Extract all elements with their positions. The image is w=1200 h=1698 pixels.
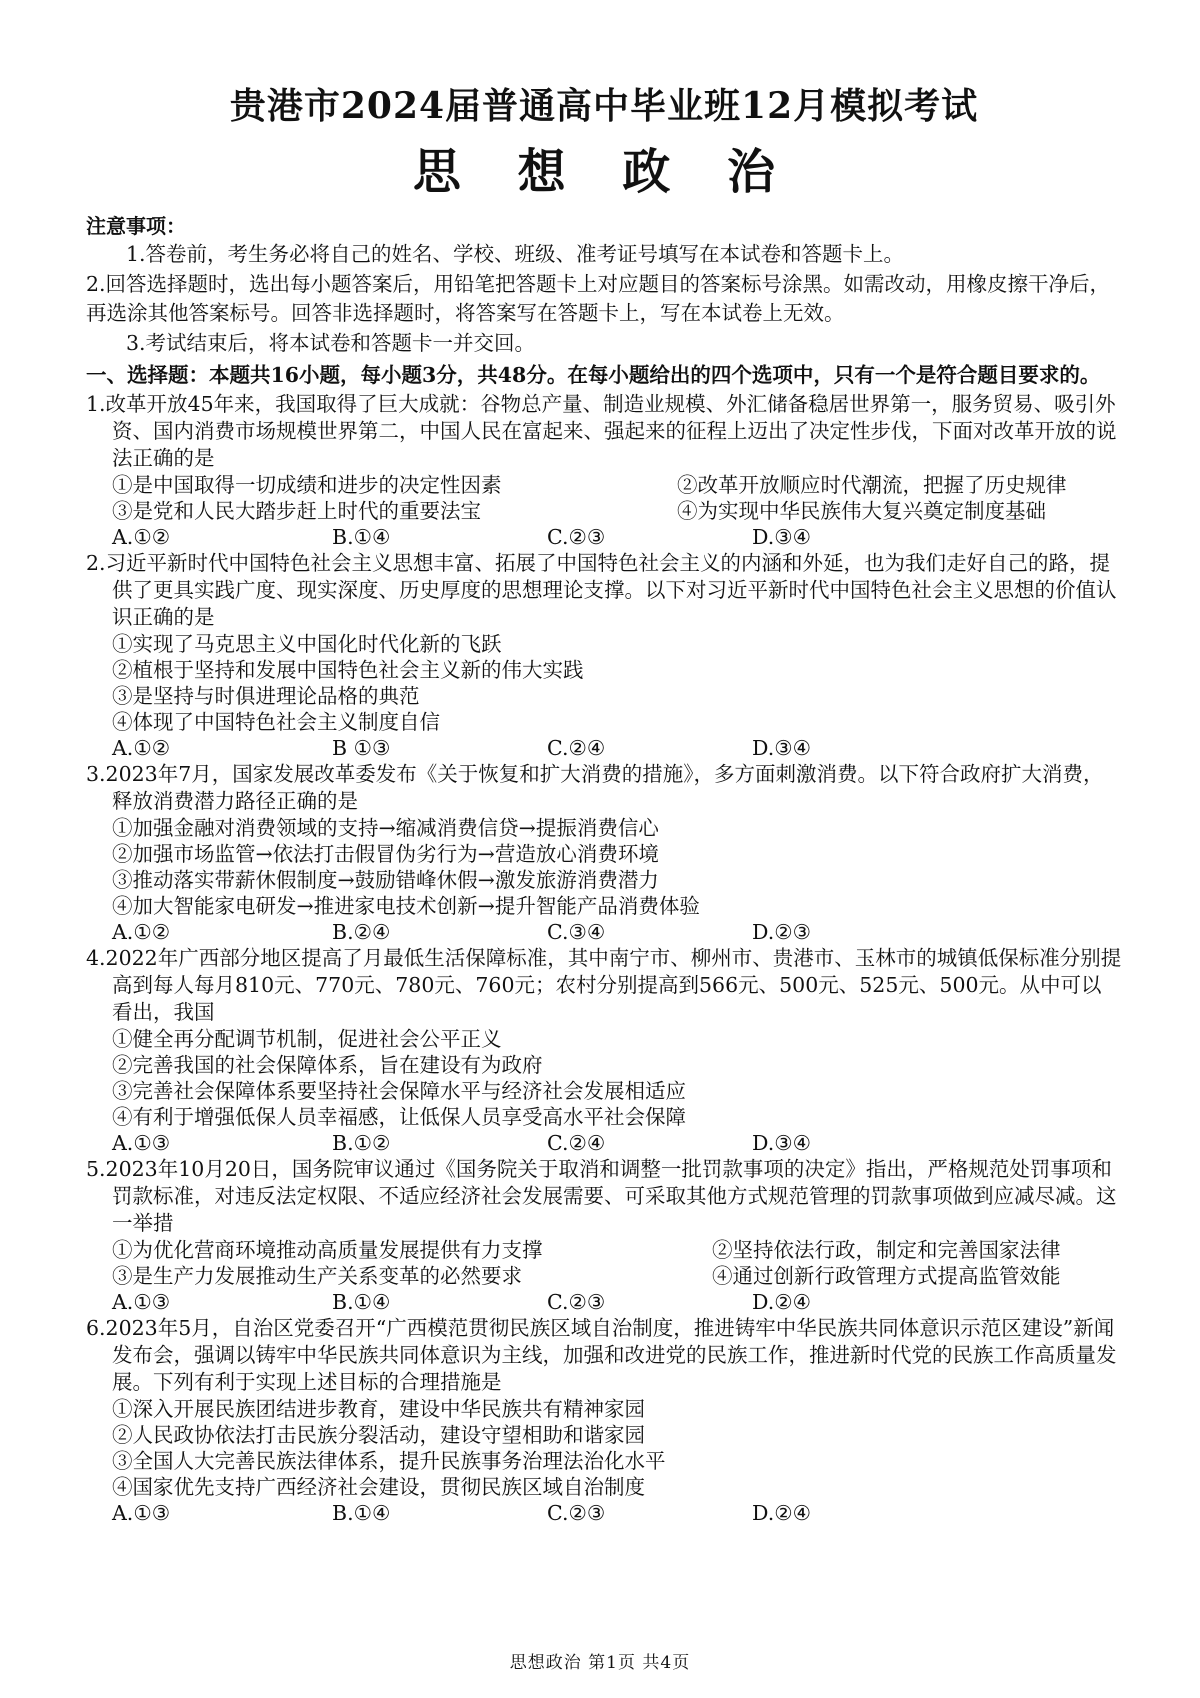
question-stem: 6.2023年5月，自治区党委召开“广西模范贯彻民族区域自治制度，推进铸牢中华民族共同体意识示范区建设”新闻发布会，强调以铸牢中华民族共同体意识为主线，加强和改进党的民族工作，推进新时代党的民族工作高质量发展。下列有利于实现上述目标的合理措施是 <box>86 1316 1117 1394</box>
option: ①加强金融对消费领域的支持→缩减消费信贷→提振消费信心 <box>112 816 659 840</box>
answer-choices <box>86 524 1122 550</box>
option: ④加大智能家电研发→推进家电技术创新→提升智能产品消费体验 <box>112 894 700 918</box>
option: ④国家优先支持广西经济社会建设，贯彻民族区域自治制度 <box>112 1475 645 1499</box>
question-4 <box>86 945 1122 1156</box>
notice-item: 2.回答选择题时，选出每小题答案后，用铅笔把答题卡上对应题目的答案标号涂黑。如需改动，用橡皮擦干净后，再选涂其他答案标号。回答非选择题时，将答案写在答题卡上，写在本试卷上无效。 <box>86 272 1111 325</box>
notice-item: 3.考试结束后，将本试卷和答题卡一并交回。 <box>126 331 536 355</box>
option: ①为优化营商环境推动高质量发展提供有力支撑 <box>112 1238 543 1262</box>
choice-b: B.①② <box>332 1131 391 1155</box>
answer-choices <box>86 735 1122 761</box>
option: ①健全再分配调节机制，促进社会公平正义 <box>112 1027 502 1051</box>
choice-d: D.②③ <box>752 920 811 944</box>
question-2 <box>86 550 1122 761</box>
question-options <box>86 1237 1122 1289</box>
choice-d: D.②④ <box>752 1501 811 1525</box>
option: ④通过创新行政管理方式提高监管效能 <box>712 1264 1061 1288</box>
choice-b: B.②④ <box>332 920 391 944</box>
option: ③是生产力发展推动生产关系变革的必然要求 <box>112 1264 522 1288</box>
exam-subject: 思 想 政 治 <box>412 144 796 200</box>
choice-c: C.②③ <box>547 1290 606 1314</box>
notice-item: 1.答卷前，考生务必将自己的姓名、学校、班级、准考证号填写在本试卷和答题卡上。 <box>126 242 905 266</box>
option: ②改革开放顺应时代潮流，把握了历史规律 <box>677 473 1067 497</box>
page-footer: 思想政治 第1页 共4页 <box>509 1653 691 1673</box>
notice-title: 注意事项： <box>86 214 186 238</box>
choice-d: D.②④ <box>752 1290 811 1314</box>
section-heading-text: 一、选择题：本题共16小题，每小题3分，共48分。在每小题给出的四个选项中，只有一个是符合题目要求的。 <box>86 363 1101 387</box>
choice-c: C.②④ <box>547 1131 606 1155</box>
option: ②加强市场监管→依法打击假冒伪劣行为→营造放心消费环境 <box>112 842 659 866</box>
option: ③是坚持与时俱进理论品格的典范 <box>112 684 420 708</box>
exam-title: 贵港市2024届普通高中毕业班12月模拟考试 <box>229 85 979 127</box>
option: ③完善社会保障体系要坚持社会保障水平与经济社会发展相适应 <box>112 1079 686 1103</box>
answer-choices <box>86 1130 1122 1156</box>
choice-d: D.③④ <box>752 525 811 549</box>
answer-choices <box>86 919 1122 945</box>
choice-a: A.①② <box>112 736 171 760</box>
question-1 <box>86 391 1122 550</box>
choice-b: B.①④ <box>332 525 391 549</box>
question-stem: 1.改革开放45年来，我国取得了巨大成就：谷物总产量、制造业规模、外汇储备稳居世界第一，服务贸易、吸引外资、国内消费市场规模世界第二，中国人民在富起来、强起来的征程上迈出了决定性步伐，下面对改革开放的说法正确的是 <box>86 392 1117 470</box>
option: ②坚持依法行政，制定和完善国家法律 <box>712 1238 1061 1262</box>
option: ①实现了马克思主义中国化时代化新的飞跃 <box>112 632 502 656</box>
question-6 <box>86 1315 1122 1526</box>
option: ③推动落实带薪休假制度→鼓励错峰休假→激发旅游消费潜力 <box>112 868 659 892</box>
choice-b: B.①④ <box>332 1501 391 1525</box>
choice-c: C.③④ <box>547 920 606 944</box>
option: ④为实现中华民族伟大复兴奠定制度基础 <box>677 499 1046 523</box>
option: ①深入开展民族团结进步教育，建设中华民族共有精神家园 <box>112 1397 645 1421</box>
question-stem: 2.习近平新时代中国特色社会主义思想丰富、拓展了中国特色社会主义的内涵和外延，也为我们走好自己的路，提供了更具实践广度、现实深度、历史厚度的思想理论支撑。以下对习近平新时代中国特色社会主义思想的价值认识正确的是 <box>86 551 1117 629</box>
choice-d: D.③④ <box>752 736 811 760</box>
choice-a: A.①③ <box>112 1501 171 1525</box>
option: ③是党和人民大踏步赶上时代的重要法宝 <box>112 499 481 523</box>
choice-b: B ①③ <box>332 736 391 760</box>
choice-c: C.②③ <box>547 1501 606 1525</box>
question-stem: 3.2023年7月，国家发展改革委发布《关于恢复和扩大消费的措施》，多方面刺激消费。以下符合政府扩大消费，释放消费潜力路径正确的是 <box>86 762 1104 813</box>
option: ③全国人大完善民族法律体系，提升民族事务治理法治化水平 <box>112 1449 666 1473</box>
question-options <box>86 472 1122 524</box>
choice-b: B.①④ <box>332 1290 391 1314</box>
question-stem: 4.2022年广西部分地区提高了月最低生活保障标准，其中南宁市、柳州市、贵港市、玉林市的城镇低保标准分别提高到每人每月810元、770元、780元、760元；农村分别提高到566元、500元、525元、500元。从中可以看出，我国 <box>86 946 1122 1024</box>
option: ①是中国取得一切成绩和进步的决定性因素 <box>112 473 502 497</box>
option: ②植根于坚持和发展中国特色社会主义新的伟大实践 <box>112 658 584 682</box>
choice-c: C.②③ <box>547 525 606 549</box>
notice-block <box>86 210 1122 358</box>
section-heading <box>86 362 1122 389</box>
question-5 <box>86 1156 1122 1315</box>
choice-a: A.①③ <box>112 1290 171 1314</box>
choice-a: A.①② <box>112 525 171 549</box>
answer-choices <box>86 1500 1122 1526</box>
option: ④有利于增强低保人员幸福感，让低保人员享受高水平社会保障 <box>112 1105 686 1129</box>
question-stem: 5.2023年10月20日，国务院审议通过《国务院关于取消和调整一批罚款事项的决定》指出，严格规范处罚事项和罚款标准，对违反法定权限、不适应经济社会发展需要、可采取其他方式规范管理的罚款事项做到应减尽减。这一举措 <box>86 1157 1117 1235</box>
choice-d: D.③④ <box>752 1131 811 1155</box>
choice-a: A.①② <box>112 920 171 944</box>
option: ②人民政协依法打击民族分裂活动，建设守望相助和谐家园 <box>112 1423 645 1447</box>
choice-c: C.②④ <box>547 736 606 760</box>
option: ②完善我国的社会保障体系，旨在建设有为政府 <box>112 1053 543 1077</box>
option: ④体现了中国特色社会主义制度自信 <box>112 710 440 734</box>
answer-choices <box>86 1289 1122 1315</box>
choice-a: A.①③ <box>112 1131 171 1155</box>
question-3 <box>86 761 1122 945</box>
